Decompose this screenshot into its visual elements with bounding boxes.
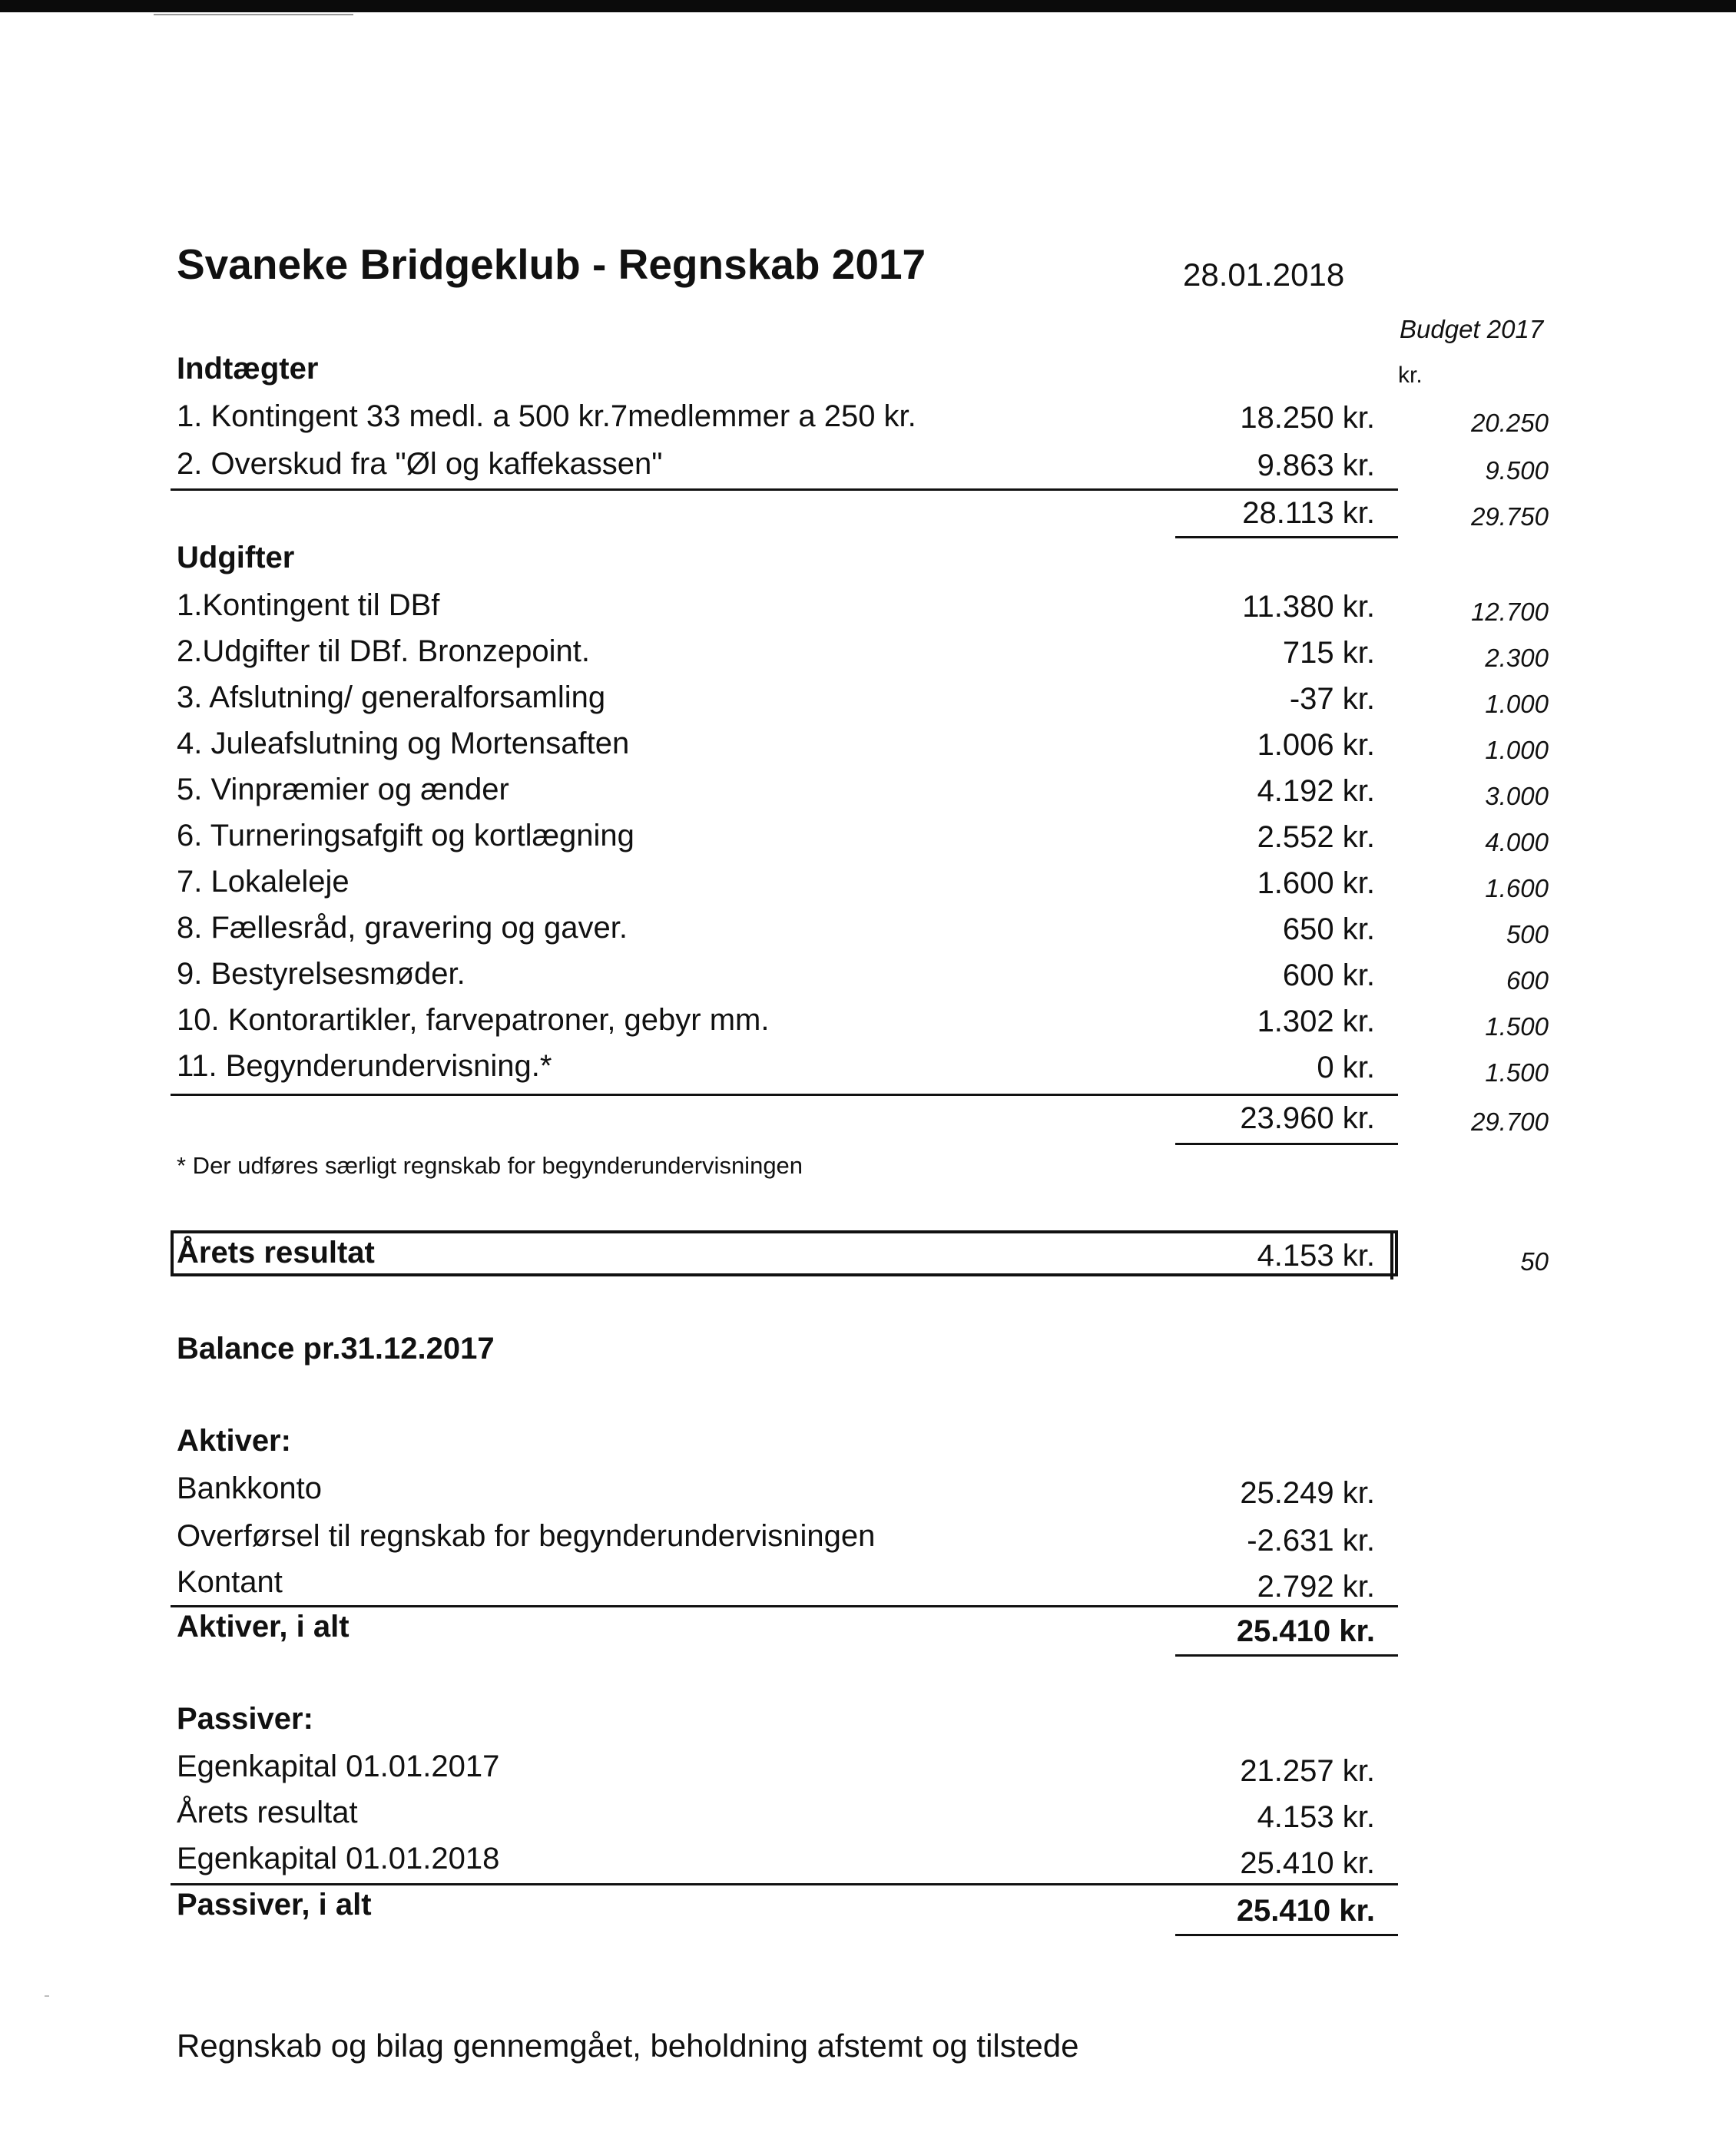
scan-top-border (0, 0, 1736, 12)
scan-artifact (154, 14, 353, 15)
liabilities-total-label: Passiver, i alt (177, 1888, 372, 1922)
expense-row-label: 9. Bestyrelsesmøder. (177, 957, 465, 991)
liabilities-heading: Passiver: (177, 1702, 313, 1736)
assets-total-amount: 25.410 kr. (1236, 1614, 1375, 1648)
document-date: 28.01.2018 (1183, 257, 1345, 293)
expense-row-budget: 1.600 (1485, 874, 1549, 902)
liabilities-total-rule (1175, 1934, 1398, 1936)
scan-speck (45, 1995, 49, 1997)
document-title: Svaneke Bridgeklub - Regnskab 2017 (177, 240, 926, 288)
expense-row-amount: 600 kr. (1282, 958, 1375, 992)
income-row-budget: 20.250 (1471, 409, 1549, 437)
closing-note: Regnskab og bilag gennemgået, beholdning afstemt og tilstede (177, 2028, 1079, 2064)
income-row-amount: 9.863 kr. (1257, 449, 1375, 482)
expense-row-label: 5. Vinpræmier og ænder (177, 773, 509, 806)
assets-heading: Aktiver: (177, 1424, 291, 1458)
assets-rule (171, 1605, 1398, 1607)
expense-row-label: 1.Kontingent til DBf (177, 588, 440, 622)
footnote: * Der udføres særligt regnskab for begynderundervisningen (177, 1152, 803, 1179)
liability-row-amount: 25.410 kr. (1240, 1846, 1375, 1880)
expenses-total-amount: 23.960 kr. (1240, 1101, 1375, 1135)
expense-row-budget: 600 (1506, 966, 1549, 995)
expense-row-budget: 1.500 (1485, 1012, 1549, 1041)
expense-row-amount: 1.302 kr. (1257, 1005, 1375, 1038)
income-total-rule (1175, 536, 1398, 538)
asset-row-label: Kontant (177, 1565, 283, 1599)
expense-row-budget: 2.300 (1485, 644, 1549, 672)
expense-row-budget: 1.000 (1485, 690, 1549, 718)
expense-row-amount: 1.006 kr. (1257, 728, 1375, 762)
assets-total-label: Aktiver, i alt (177, 1610, 350, 1644)
liability-row-amount: 21.257 kr. (1240, 1754, 1375, 1788)
income-rule (171, 488, 1398, 491)
liability-row-amount: 4.153 kr. (1257, 1800, 1375, 1834)
expense-row-amount: 11.380 kr. (1242, 590, 1375, 624)
expense-row-label: 4. Juleafslutning og Mortensaften (177, 727, 630, 760)
expense-row-budget: 3.000 (1485, 782, 1549, 810)
expense-row-budget: 500 (1506, 920, 1549, 948)
expense-row-label: 7. Lokaleleje (177, 865, 350, 899)
expense-row-amount: 0 kr. (1317, 1051, 1375, 1084)
income-row-label: 1. Kontingent 33 medl. a 500 kr.7medlemmer a 250 kr. (177, 399, 916, 433)
expenses-total-rule (1175, 1143, 1398, 1145)
income-row-budget: 9.500 (1485, 456, 1549, 485)
income-total-amount: 28.113 kr. (1242, 496, 1375, 530)
liabilities-total-amount: 25.410 kr. (1236, 1894, 1375, 1928)
balance-heading: Balance pr.31.12.2017 (177, 1332, 495, 1366)
liability-row-label: Egenkapital 01.01.2018 (177, 1842, 500, 1875)
liability-row-label: Egenkapital 01.01.2017 (177, 1750, 500, 1783)
expense-row-label: 6. Turneringsafgift og kortlægning (177, 819, 634, 852)
expense-row-label: 8. Fællesråd, gravering og gaver. (177, 911, 628, 945)
assets-total-rule (1175, 1654, 1398, 1657)
income-row-label: 2. Overskud fra "Øl og kaffekassen" (177, 447, 663, 481)
expense-row-label: 2.Udgifter til DBf. Bronzepoint. (177, 634, 591, 668)
expense-row-label: 3. Afslutning/ generalforsamling (177, 680, 606, 714)
asset-row-amount: -2.631 kr. (1247, 1524, 1375, 1558)
expense-row-budget: 1.000 (1485, 736, 1549, 764)
asset-row-label: Overførsel til regnskab for begynderundervisningen (177, 1519, 876, 1553)
expense-row-label: 10. Kontorartikler, farvepatroner, gebyr mm. (177, 1003, 770, 1037)
expense-row-budget: 12.700 (1471, 598, 1549, 626)
expense-row-amount: -37 kr. (1289, 682, 1375, 716)
result-label: Årets resultat (177, 1236, 375, 1270)
expense-row-amount: 2.552 kr. (1257, 820, 1375, 854)
liabilities-rule (171, 1883, 1398, 1885)
expense-row-label: 11. Begynderundervisning.* (177, 1049, 552, 1083)
asset-row-amount: 2.792 kr. (1257, 1570, 1375, 1604)
expense-row-budget: 4.000 (1485, 828, 1549, 856)
budget-column-header: Budget 2017 (1400, 315, 1544, 343)
asset-row-amount: 25.249 kr. (1240, 1476, 1375, 1510)
result-budget: 50 (1520, 1247, 1549, 1276)
expenses-heading: Udgifter (177, 541, 295, 574)
expense-row-amount: 650 kr. (1282, 912, 1375, 946)
expense-row-amount: 1.600 kr. (1257, 866, 1375, 900)
income-heading: Indtægter (177, 352, 319, 386)
result-box-divider (1390, 1230, 1393, 1280)
expense-row-amount: 715 kr. (1282, 636, 1375, 670)
liability-row-label: Årets resultat (177, 1796, 358, 1829)
result-amount: 4.153 kr. (1257, 1239, 1375, 1273)
asset-row-label: Bankkonto (177, 1472, 323, 1505)
expenses-rule (171, 1094, 1398, 1096)
expense-row-budget: 1.500 (1485, 1058, 1549, 1087)
expense-row-amount: 4.192 kr. (1257, 774, 1375, 808)
expenses-total-budget: 29.700 (1471, 1107, 1549, 1136)
budget-unit-label: kr. (1398, 363, 1423, 388)
income-row-amount: 18.250 kr. (1240, 401, 1375, 435)
income-total-budget: 29.750 (1471, 502, 1549, 531)
